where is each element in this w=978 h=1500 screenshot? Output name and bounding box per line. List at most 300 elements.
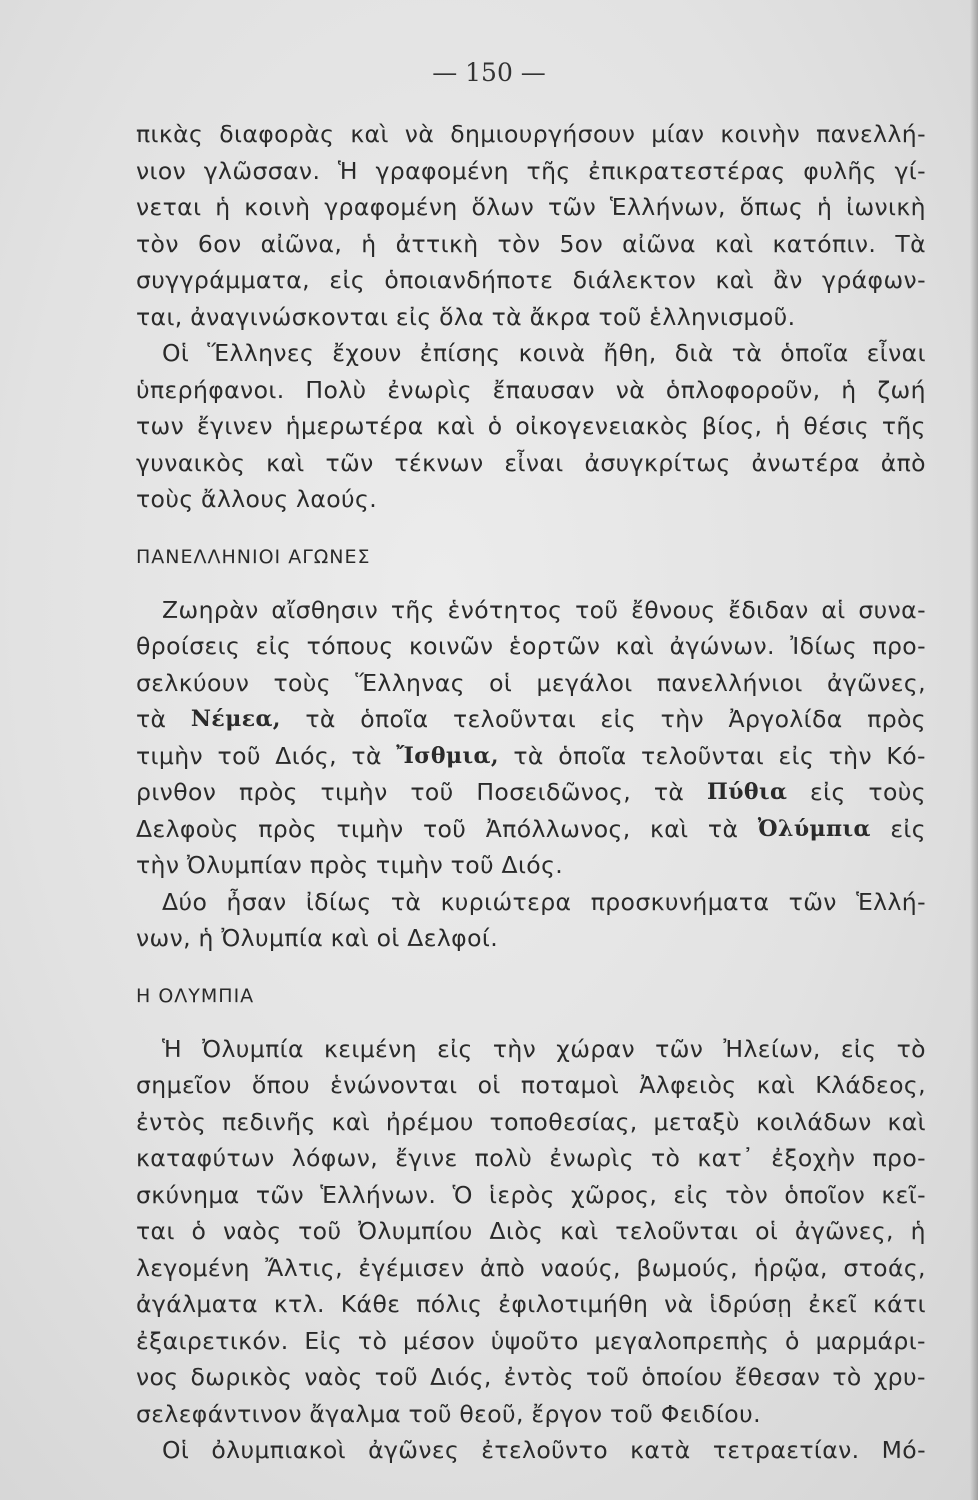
- word: βίος,: [701, 412, 763, 440]
- word: ἐπίσης: [419, 339, 501, 367]
- word: ὀλυμπιακοὶ: [211, 1436, 346, 1464]
- word: τὰ: [653, 778, 685, 806]
- text-line: [136, 116, 926, 153]
- word: Ἀπόλλωνος,: [485, 814, 631, 843]
- word: Διός,: [430, 1363, 492, 1391]
- text-line: [136, 1140, 926, 1177]
- word: 5ον: [559, 229, 604, 258]
- text-line: [136, 847, 926, 884]
- word: ἡ: [910, 1217, 926, 1245]
- word: Μό-: [881, 1436, 926, 1464]
- word: πεδινῆς: [221, 1107, 316, 1136]
- word: τὴν: [492, 1034, 537, 1063]
- word: Ἡ: [337, 156, 358, 185]
- word: Δελφοί.: [407, 924, 499, 952]
- word: αἰῶνα: [622, 229, 696, 258]
- word: τοῦ: [217, 741, 261, 770]
- word: τῆς: [526, 156, 571, 185]
- word: εἰς: [673, 1180, 710, 1209]
- word: Ἰδίως: [790, 632, 858, 660]
- word: ὅπου: [251, 1071, 310, 1099]
- word: τόπους: [306, 632, 394, 660]
- word: ὑπερήφανοι.: [136, 375, 285, 404]
- word: αἱ: [821, 595, 846, 624]
- word: ὁ: [487, 412, 503, 440]
- word: τελοῦνται: [641, 741, 765, 770]
- word: πρὸς: [238, 778, 298, 806]
- word: ὅπως: [739, 193, 804, 221]
- text-line: [136, 1359, 926, 1396]
- text-line: [136, 1323, 926, 1360]
- word: ἔγινεν: [196, 412, 273, 440]
- text-line: [136, 1067, 926, 1104]
- word: ποταμοὶ: [520, 1071, 620, 1099]
- word: τὸ: [832, 1363, 862, 1391]
- word: ἤθη,: [603, 339, 657, 367]
- word: Ἡ: [162, 1034, 183, 1063]
- word: οἰκογενειακὸς: [515, 412, 690, 440]
- word: των: [136, 412, 185, 440]
- word: τὰ: [351, 741, 382, 770]
- word: ἡρῷα,: [753, 1253, 828, 1282]
- word: Ἕλληνες: [207, 339, 315, 367]
- word: κάτι: [872, 1290, 926, 1318]
- word: λόφων,: [291, 1144, 379, 1172]
- word: ἰωνικὴ: [846, 193, 926, 221]
- word: ναούς,: [540, 1253, 621, 1282]
- word: κοινὰ: [518, 339, 586, 367]
- word: ἀναγινώσκονται: [190, 302, 389, 331]
- text-line: [136, 481, 926, 518]
- word: Ὀλυμπία: [221, 924, 324, 952]
- word: ὑψοῦτο: [490, 1326, 579, 1355]
- word: τὰ: [305, 705, 336, 733]
- bold-term: Πύθια: [707, 779, 788, 805]
- word: ἀπὸ: [880, 448, 926, 477]
- word: τιμὴν: [136, 741, 204, 770]
- word: γυναικὸς: [136, 448, 246, 477]
- word: πρὸς: [867, 705, 926, 733]
- word: ἑορτῶν: [508, 632, 601, 660]
- text-line: [136, 592, 926, 629]
- word: ρινθον: [136, 778, 217, 806]
- word: καὶ: [714, 229, 754, 258]
- word: ἔργον: [531, 1399, 603, 1428]
- word: καὶ: [350, 120, 389, 148]
- word: Πολὺ: [305, 375, 367, 404]
- text-line: [136, 738, 926, 775]
- word: ὁποίου: [641, 1363, 723, 1391]
- word: τετραετίαν.: [712, 1436, 860, 1464]
- word: τοῦ: [609, 1399, 654, 1428]
- word: ἑνώνονται: [330, 1071, 458, 1099]
- word: τελοῦνται: [615, 1217, 739, 1245]
- word: τὰ: [390, 887, 422, 916]
- word: τοῦ: [298, 1217, 342, 1245]
- word: ὁποῖα: [558, 741, 627, 770]
- word: ἡ: [775, 412, 791, 440]
- text-line: [136, 1177, 926, 1214]
- bold-term: Ὀλύμπια: [757, 815, 871, 842]
- word: τὰ: [136, 705, 167, 733]
- word: καὶ: [266, 448, 305, 477]
- word: θεοῦ,: [459, 1399, 524, 1428]
- word: ναὸς: [304, 1363, 363, 1391]
- word: τοποθεσίας,: [489, 1107, 638, 1136]
- word: γλῶσσαν.: [203, 156, 321, 185]
- word: πολὺ: [474, 1144, 533, 1172]
- word: Κλάδεος,: [815, 1071, 926, 1099]
- word: ται: [136, 1217, 175, 1245]
- word: ἀνωτέρα: [751, 448, 860, 477]
- word: Ὀλυμπίαν: [186, 851, 303, 879]
- word: ἰδίως: [305, 887, 372, 916]
- word: ὁ: [785, 1326, 800, 1355]
- text-line: [136, 335, 926, 372]
- word: ἀσυγκρίτως: [584, 448, 731, 477]
- word: Κάθε: [340, 1290, 401, 1318]
- word: εἶναι: [866, 339, 926, 367]
- word: Ποσειδῶνος,: [476, 778, 632, 806]
- word: προ-: [872, 1144, 926, 1172]
- word: διαφορὰς: [219, 120, 335, 148]
- word: Οἱ: [162, 339, 190, 367]
- word: ἐνωρὶς: [387, 375, 472, 404]
- word: 6ον: [197, 229, 242, 258]
- word: ἀγῶνες,: [826, 668, 926, 697]
- text-line: [136, 189, 926, 226]
- word: Ἕλληνας: [355, 668, 465, 697]
- word: ἐτελοῦντο: [481, 1436, 608, 1464]
- word: τὸ: [650, 1144, 681, 1172]
- word: νὰ: [404, 120, 435, 148]
- word: τοῦ: [422, 814, 467, 843]
- page-text: [136, 116, 926, 1469]
- word: εἰς: [778, 741, 815, 770]
- word: ὁποῖον: [784, 1180, 866, 1209]
- word: πόλις: [416, 1290, 483, 1318]
- word: πικὰς: [136, 120, 204, 148]
- word: δημιουργήσουν: [450, 120, 636, 148]
- word: Ἀργολίδα: [728, 705, 843, 733]
- word: οἱ: [755, 1217, 779, 1245]
- word: γραφομένη: [324, 193, 458, 221]
- word: εἰς: [810, 778, 846, 806]
- word: ἐξαιρετικόν.: [136, 1326, 289, 1355]
- word: νων,: [136, 924, 192, 952]
- word: τὴν: [136, 851, 180, 879]
- text-line: [136, 811, 926, 848]
- word: καὶ: [756, 1071, 796, 1099]
- text-line: [136, 1031, 926, 1068]
- word: τιμὴν: [320, 778, 388, 806]
- text-line: [136, 1432, 926, 1469]
- word: συγγράμματα,: [136, 266, 311, 294]
- word: χρυ-: [873, 1363, 926, 1391]
- section-heading: Η ΟΛΥΜΠΙΑ: [136, 984, 255, 1007]
- word: ἐπικρατεστέρας: [588, 156, 786, 185]
- word: μεταξὺ: [653, 1107, 740, 1136]
- word: ἱερὸς: [489, 1180, 555, 1209]
- word: καὶ: [330, 924, 370, 952]
- word: αἰῶνα,: [260, 229, 343, 258]
- word: τὴν: [660, 705, 705, 733]
- word: Διός.: [501, 851, 564, 879]
- word: Ὁ: [452, 1180, 473, 1209]
- word: μεγαλοπρεπὴς: [594, 1326, 770, 1355]
- word: ἔγινε: [395, 1144, 458, 1172]
- word: ἡ: [198, 924, 214, 952]
- text-line: [136, 1286, 926, 1323]
- word: Ζωηρὰν: [162, 595, 259, 624]
- word: Διός,: [275, 741, 337, 770]
- word: γί-: [894, 156, 926, 185]
- word: οἱ: [477, 1071, 501, 1099]
- text-line: [136, 408, 926, 445]
- word: τοῦ: [410, 778, 454, 806]
- word: πανελλήνιοι: [656, 668, 803, 697]
- word: κοιλάδων: [755, 1107, 872, 1136]
- word: τὸ: [357, 1326, 388, 1355]
- word: ἐντὸς: [503, 1363, 574, 1391]
- text-line: [136, 226, 926, 263]
- word: τοῦ: [585, 1363, 630, 1391]
- word: Κό-: [886, 741, 926, 770]
- word: ὁποῖα: [780, 339, 849, 367]
- word: ναὸς: [223, 1217, 282, 1245]
- word: ἡ: [215, 193, 231, 221]
- word: τῶν: [325, 448, 374, 477]
- word: εἰς: [395, 302, 432, 331]
- word: Ἑλλήνων,: [609, 193, 726, 221]
- word: τὸν: [136, 229, 179, 258]
- word: τὸν: [497, 229, 541, 258]
- word: ἦσαν: [226, 887, 287, 916]
- text-line: [136, 262, 926, 299]
- word: ἡμερωτέρα: [285, 412, 424, 440]
- word: εἰς: [840, 1034, 877, 1063]
- word: καὶ: [887, 1107, 926, 1136]
- word: κτλ.: [273, 1290, 325, 1318]
- word: Τὰ: [895, 229, 926, 258]
- text-line: [136, 1250, 926, 1287]
- word: ἀπὸ: [479, 1253, 526, 1282]
- word: τοὺς: [136, 485, 194, 513]
- text-line: [136, 920, 926, 957]
- word: νὰ: [615, 375, 646, 404]
- word: τὸ: [896, 1034, 926, 1063]
- word: Εἰς: [304, 1326, 343, 1355]
- word: ἀγώνων.: [669, 632, 775, 660]
- word: τὴν: [828, 741, 872, 770]
- word: τοῦ: [598, 302, 642, 331]
- word: ἄλλους: [201, 485, 289, 513]
- word: Ἀλφειὸς: [639, 1071, 737, 1099]
- word: καταφύτων: [136, 1144, 275, 1172]
- word: τὸν: [725, 1180, 769, 1209]
- word: χώραν: [556, 1034, 636, 1063]
- word: ὅλα: [439, 302, 485, 331]
- word: πρὸς: [258, 814, 318, 843]
- word: οἱ: [489, 668, 513, 697]
- text-line: [136, 701, 926, 738]
- word: τῶν: [547, 193, 597, 221]
- word: καὶ: [331, 1107, 371, 1136]
- word: σκύνημα: [136, 1180, 240, 1209]
- word: ἑλληνισμοῦ.: [649, 302, 796, 331]
- word: Φειδίου.: [660, 1399, 761, 1428]
- word: δωρικὸς: [190, 1363, 293, 1391]
- word: τὰ: [513, 741, 544, 770]
- word: λεγομένη: [136, 1253, 250, 1282]
- word: βωμούς,: [636, 1253, 739, 1282]
- word: εἰς: [600, 705, 637, 733]
- word: τῶν: [655, 1034, 704, 1063]
- word: ὁ: [191, 1217, 207, 1245]
- word: ται,: [136, 302, 183, 331]
- word: κοινὴν: [720, 120, 801, 148]
- word: τοῦ: [575, 595, 619, 624]
- word: ἠρέμου: [385, 1107, 474, 1136]
- word: τῶν: [255, 1180, 304, 1209]
- word: ὁπλοφοροῦν,: [665, 375, 821, 404]
- word: ἄγαλμα: [309, 1399, 402, 1428]
- bold-term: Νέμεα,: [190, 706, 281, 732]
- word: τοῦ: [450, 851, 494, 879]
- word: οἱ: [376, 924, 400, 952]
- word: τέκνων: [394, 448, 484, 477]
- word: ἡ: [361, 229, 377, 258]
- word: ὁποῖα: [360, 705, 429, 733]
- word: Οἱ: [162, 1436, 190, 1464]
- word: καὶ: [615, 632, 655, 660]
- word: εἰς: [329, 266, 366, 294]
- text-line: [136, 153, 926, 190]
- word: τιμὴν: [336, 814, 404, 843]
- word: ζωή: [877, 375, 926, 404]
- word: ἄκρα: [529, 302, 591, 331]
- word: ἔδιδαν: [728, 595, 809, 624]
- word: ἡ: [817, 193, 833, 221]
- word: ὅλων: [471, 193, 535, 221]
- word: ἀγῶνες,: [794, 1217, 894, 1245]
- word: κειμένη: [323, 1034, 417, 1063]
- word: ἐνωρὶς: [549, 1144, 634, 1172]
- word: ἐντὸς: [136, 1107, 207, 1136]
- word: Ἑλλήνων.: [320, 1180, 437, 1209]
- word: διάλεκτον: [572, 266, 697, 294]
- word: εἶναι: [504, 448, 564, 477]
- section-heading: ΠΑΝΕΛΛΗΝΙΟΙ ΑΓΩΝΕΣ: [136, 545, 371, 568]
- word: τὰ: [491, 302, 523, 331]
- word: σελκύουν: [136, 668, 250, 697]
- text-line: [136, 299, 926, 336]
- word: Ὀλυμπίου: [358, 1217, 473, 1245]
- text-line: [136, 1104, 926, 1141]
- word: μέσον: [402, 1326, 476, 1355]
- word: κυριώτερα: [440, 887, 572, 916]
- word: κοινῶν: [408, 632, 494, 660]
- word: ἱδρύσῃ: [709, 1290, 793, 1318]
- word: ἀγάλματα: [136, 1290, 259, 1318]
- word: Ὀλυμπία: [202, 1034, 304, 1063]
- word: Δύο: [162, 887, 208, 916]
- word: κοινὴ: [244, 193, 311, 221]
- word: εἰς: [890, 814, 926, 843]
- word: φυλῆς: [803, 156, 877, 185]
- word: ἐξοχὴν: [771, 1144, 856, 1172]
- word: μαρμάρι-: [815, 1326, 926, 1355]
- word: τιμὴν: [376, 851, 444, 879]
- word: κατόπιν.: [772, 229, 877, 258]
- word: ἂν: [773, 266, 803, 294]
- word: συνα-: [858, 595, 926, 624]
- text-line: [136, 665, 926, 702]
- word: αἴσθησιν: [271, 595, 379, 624]
- word: τελοῦνται: [453, 705, 577, 733]
- word: εἰς: [437, 1034, 473, 1063]
- word: τῶν: [788, 887, 837, 916]
- text-line: [136, 774, 926, 811]
- word: ἀττικὴ: [395, 229, 479, 258]
- word: ὁποιανδήποτε: [384, 266, 554, 294]
- word: Ἄλτις,: [265, 1253, 343, 1282]
- word: στοάς,: [843, 1253, 926, 1282]
- word: Ἠλείων,: [723, 1034, 821, 1063]
- word: προσκυνήματα: [590, 887, 770, 916]
- text-line: [136, 445, 926, 482]
- word: γραφομένη: [375, 156, 509, 185]
- word: καὶ: [650, 814, 689, 843]
- word: σελεφάντινον: [136, 1399, 302, 1428]
- text-line: [136, 372, 926, 409]
- word: εἰς: [255, 632, 292, 660]
- word: ἀγῶνες: [368, 1436, 460, 1464]
- word: κατὰ: [630, 1436, 691, 1464]
- text-line: [136, 628, 926, 665]
- bold-term: Ἴσθμια,: [396, 742, 499, 769]
- word: ἔθεσαν: [734, 1363, 821, 1391]
- word: καὶ: [436, 412, 475, 440]
- word: κατ᾽: [697, 1144, 755, 1172]
- word: τοῦ: [374, 1363, 419, 1391]
- word: τὰ: [731, 339, 763, 367]
- word: ἡ: [841, 375, 857, 404]
- word: τῆς: [390, 595, 435, 624]
- word: ἑνότητος: [447, 595, 563, 624]
- word: τοὺς: [868, 778, 926, 806]
- word: ἔθνους: [631, 595, 716, 624]
- word: Δελφοὺς: [136, 814, 239, 843]
- word: λαούς.: [296, 485, 378, 513]
- word: διὰ: [674, 339, 714, 367]
- word: τοὺς: [273, 668, 331, 697]
- word: νιον: [136, 156, 187, 185]
- word: κεῖ-: [881, 1180, 926, 1209]
- word: τοῦ: [408, 1399, 452, 1428]
- page-number: — 150 —: [432, 58, 546, 87]
- word: γράφων-: [822, 266, 926, 294]
- word: νος: [136, 1363, 179, 1391]
- word: Ἑλλή-: [856, 887, 926, 916]
- text-line: [136, 1396, 926, 1433]
- word: τὰ: [707, 814, 739, 843]
- word: Διὸς: [489, 1217, 544, 1245]
- word: νὰ: [664, 1290, 694, 1318]
- word: νεται: [136, 193, 202, 221]
- word: θέσις: [803, 412, 870, 440]
- word: τῆς: [881, 412, 926, 440]
